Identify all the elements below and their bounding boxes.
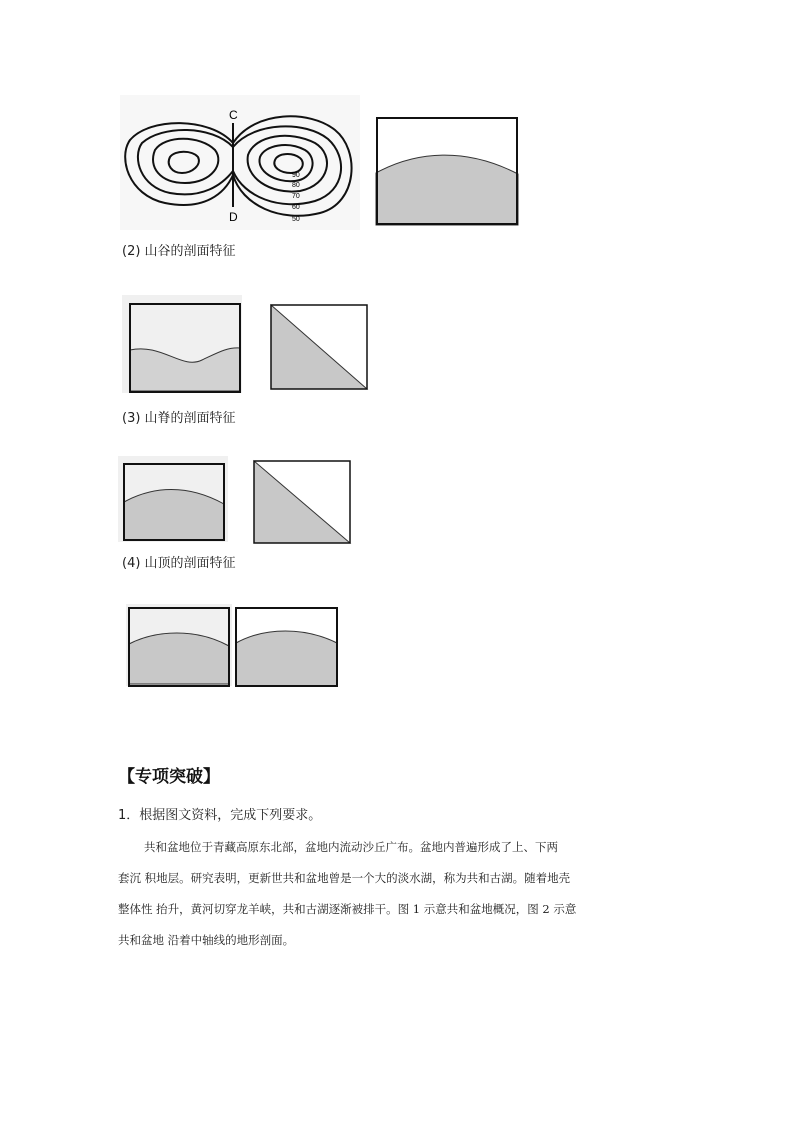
label-c: C: [229, 108, 238, 122]
question-paragraph: [118, 832, 678, 956]
question-number-line: 1．根据图文资料，完成下列要求。: [118, 808, 322, 823]
summit-profile-box-right: [235, 607, 339, 687]
contour-map-background: [120, 95, 360, 230]
valley-profile-box-right: [270, 304, 368, 390]
profile-box-1: [376, 117, 518, 225]
caption-valley: (2) 山谷的剖面特征: [122, 244, 236, 259]
contour-map-figure: [120, 95, 360, 230]
summit-profile-box-left: [126, 604, 232, 686]
label-d: D: [229, 210, 238, 224]
caption-ridge: (3) 山脊的剖面特征: [122, 411, 236, 426]
contour-label-60: 60: [292, 204, 300, 211]
caption-summit: (4) 山顶的剖面特征: [122, 556, 236, 571]
contour-label-70: 70: [292, 193, 300, 200]
paragraph-line-4: 共和盆地 沿着中轴线的地形剖面。: [118, 933, 295, 947]
paragraph-line-2: 套沉 积地层。研究表明，更新世共和盆地曾是一个大的淡水湖，称为共和古湖。随着地壳: [118, 871, 571, 885]
section-title: 【专项突破】: [118, 767, 220, 787]
ridge-profile-box-left: [118, 456, 228, 542]
ridge-right-triangle: [254, 461, 350, 543]
contour-label-80: 80: [292, 182, 300, 189]
ridge-profile-box-right: [253, 460, 351, 544]
contour-label-50: 50: [292, 216, 300, 223]
valley-profile-box-left: [122, 295, 242, 393]
paragraph-line-1: 共和盆地位于青藏高原东北部，盆地内流动沙丘广布。盆地内普遍形成了上、下两: [144, 840, 558, 854]
ridge-left-fill: [124, 490, 224, 541]
summit-left-fill: [129, 633, 229, 684]
summit-right-fill: [236, 631, 337, 686]
profile-fill-1: [376, 155, 518, 225]
paragraph-line-3: 整体性 抬升，黄河切穿龙羊峡，共和古湖逐渐被排干。图 1 示意共和盆地概况，图 2 示意: [118, 902, 577, 916]
contour-label-90: 90: [292, 172, 300, 179]
valley-right-triangle: [271, 305, 367, 389]
